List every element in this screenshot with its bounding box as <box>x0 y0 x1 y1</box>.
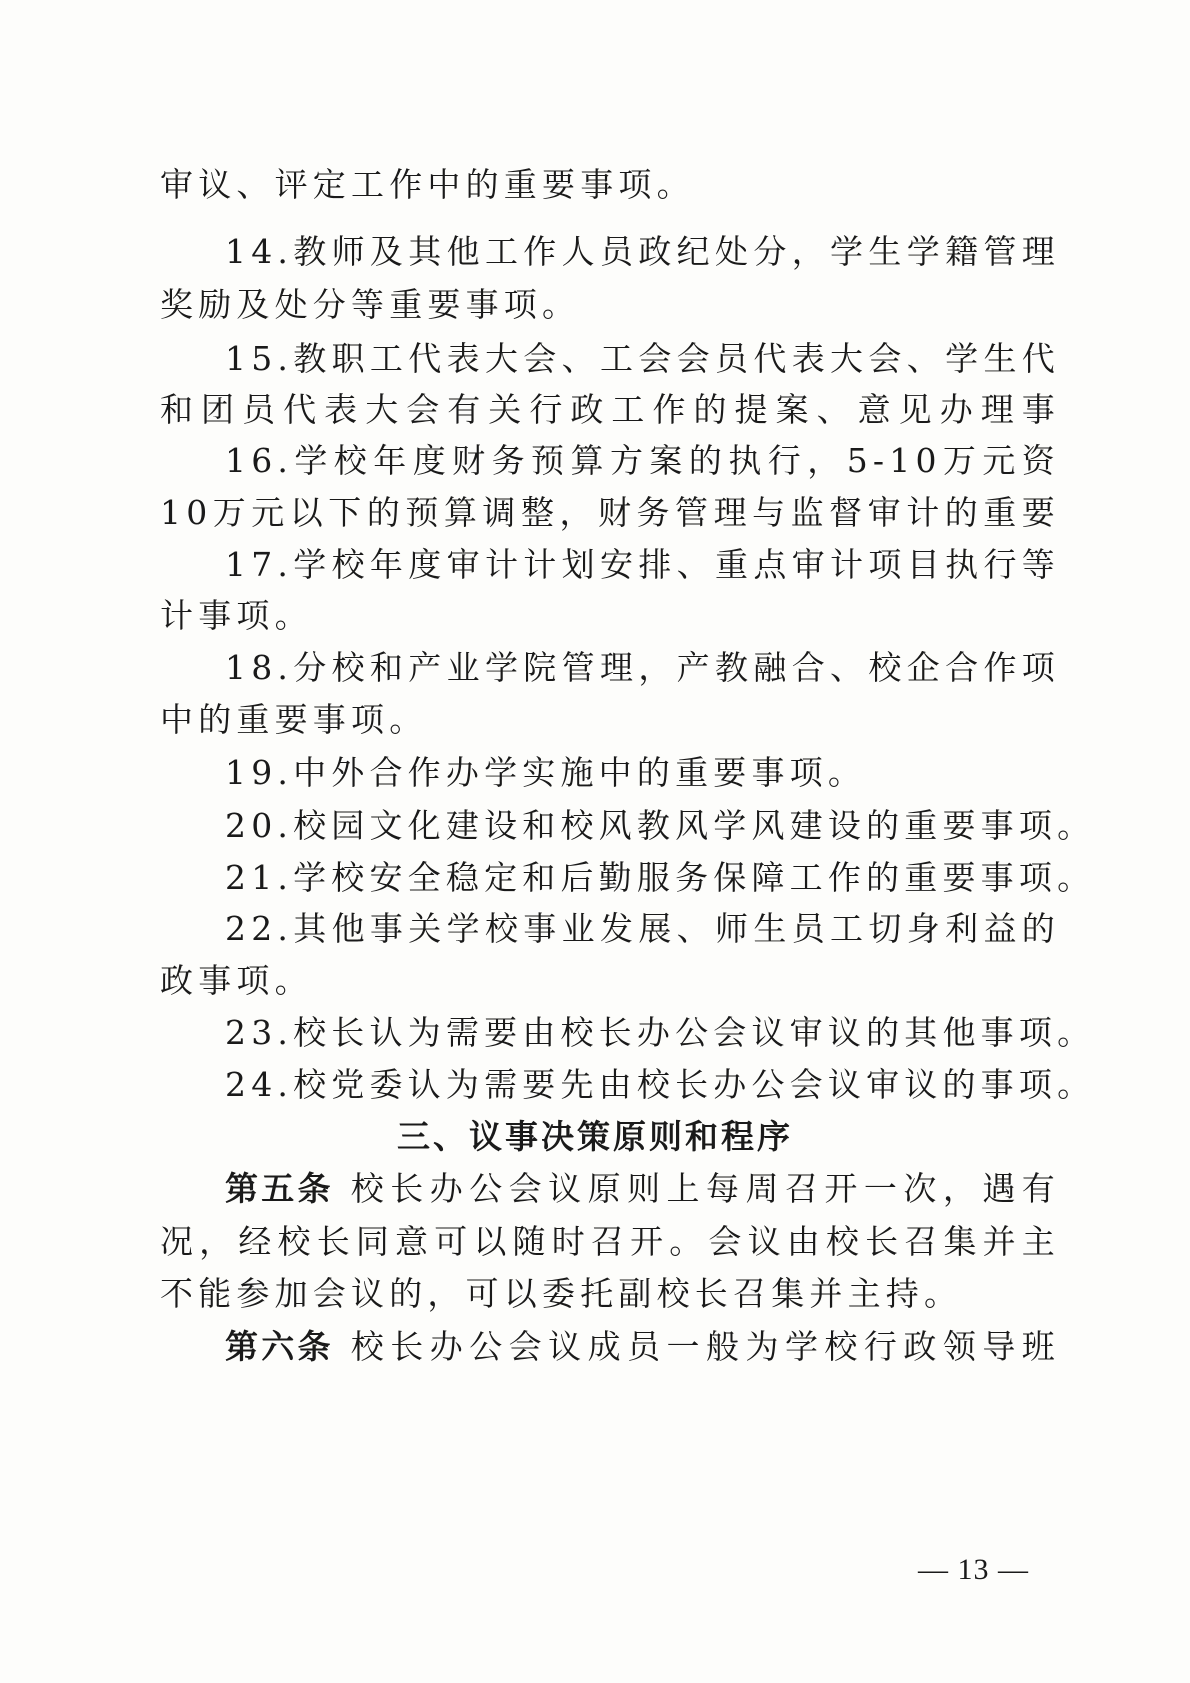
page-number: — 13 — <box>918 1553 1029 1586</box>
article-5-line-2: 况，经校长同意可以随时召开。会议由校长召集并主 <box>160 1222 1060 1261</box>
text-line: 19.中外合作办学实施中的重要事项。 <box>225 753 867 792</box>
article-5-line-1 <box>225 1169 1060 1209</box>
text-line: 14.教师及其他工作人员政纪处分，学生学籍管理 <box>225 232 1060 271</box>
text-line: 16.学校年度财务预算方案的执行，5-10万元资 <box>225 441 1060 480</box>
text-line: 15.教职工代表大会、工会会员代表大会、学生代 <box>225 339 1060 378</box>
article-5-line-3: 不能参加会议的，可以委托副校长召集并主持。 <box>160 1274 963 1313</box>
text-line: 24.校党委认为需要先由校长办公会议审议的事项。 <box>225 1065 1096 1104</box>
text-line: 和团员代表大会有关行政工作的提案、意见办理事 <box>160 390 1060 429</box>
text-line: 23.校长认为需要由校长办公会议审议的其他事项。 <box>225 1013 1096 1052</box>
text-line: 中的重要事项。 <box>160 700 428 739</box>
article-6-line-1 <box>225 1327 1060 1367</box>
article-6-text: 校长办公会议成员一般为学校行政领导班 <box>350 1327 1060 1366</box>
text-line: 10万元以下的预算调整，财务管理与监督审计的重要 <box>160 493 1060 532</box>
article-6-label: 第六条 <box>225 1327 334 1366</box>
text-line: 计事项。 <box>160 596 313 635</box>
text-line: 18.分校和产业学院管理，产教融合、校企合作项 <box>225 648 1060 687</box>
article-5-label: 第五条 <box>225 1169 334 1208</box>
text-line: 奖励及处分等重要事项。 <box>160 285 581 324</box>
text-line: 20.校园文化建设和校风教风学风建设的重要事项。 <box>225 806 1096 845</box>
text-line: 22.其他事关学校事业发展、师生员工切身利益的 <box>225 909 1060 948</box>
section-heading: 三、议事决策原则和程序 <box>397 1117 793 1156</box>
text-line: 审议、评定工作中的重要事项。 <box>160 165 695 204</box>
article-5-text: 校长办公会议原则上每周召开一次，遇有 <box>350 1169 1060 1208</box>
text-line: 政事项。 <box>160 961 313 1000</box>
text-line: 17.学校年度审计计划安排、重点审计项目执行等 <box>225 545 1060 584</box>
text-line: 21.学校安全稳定和后勤服务保障工作的重要事项。 <box>225 858 1096 897</box>
